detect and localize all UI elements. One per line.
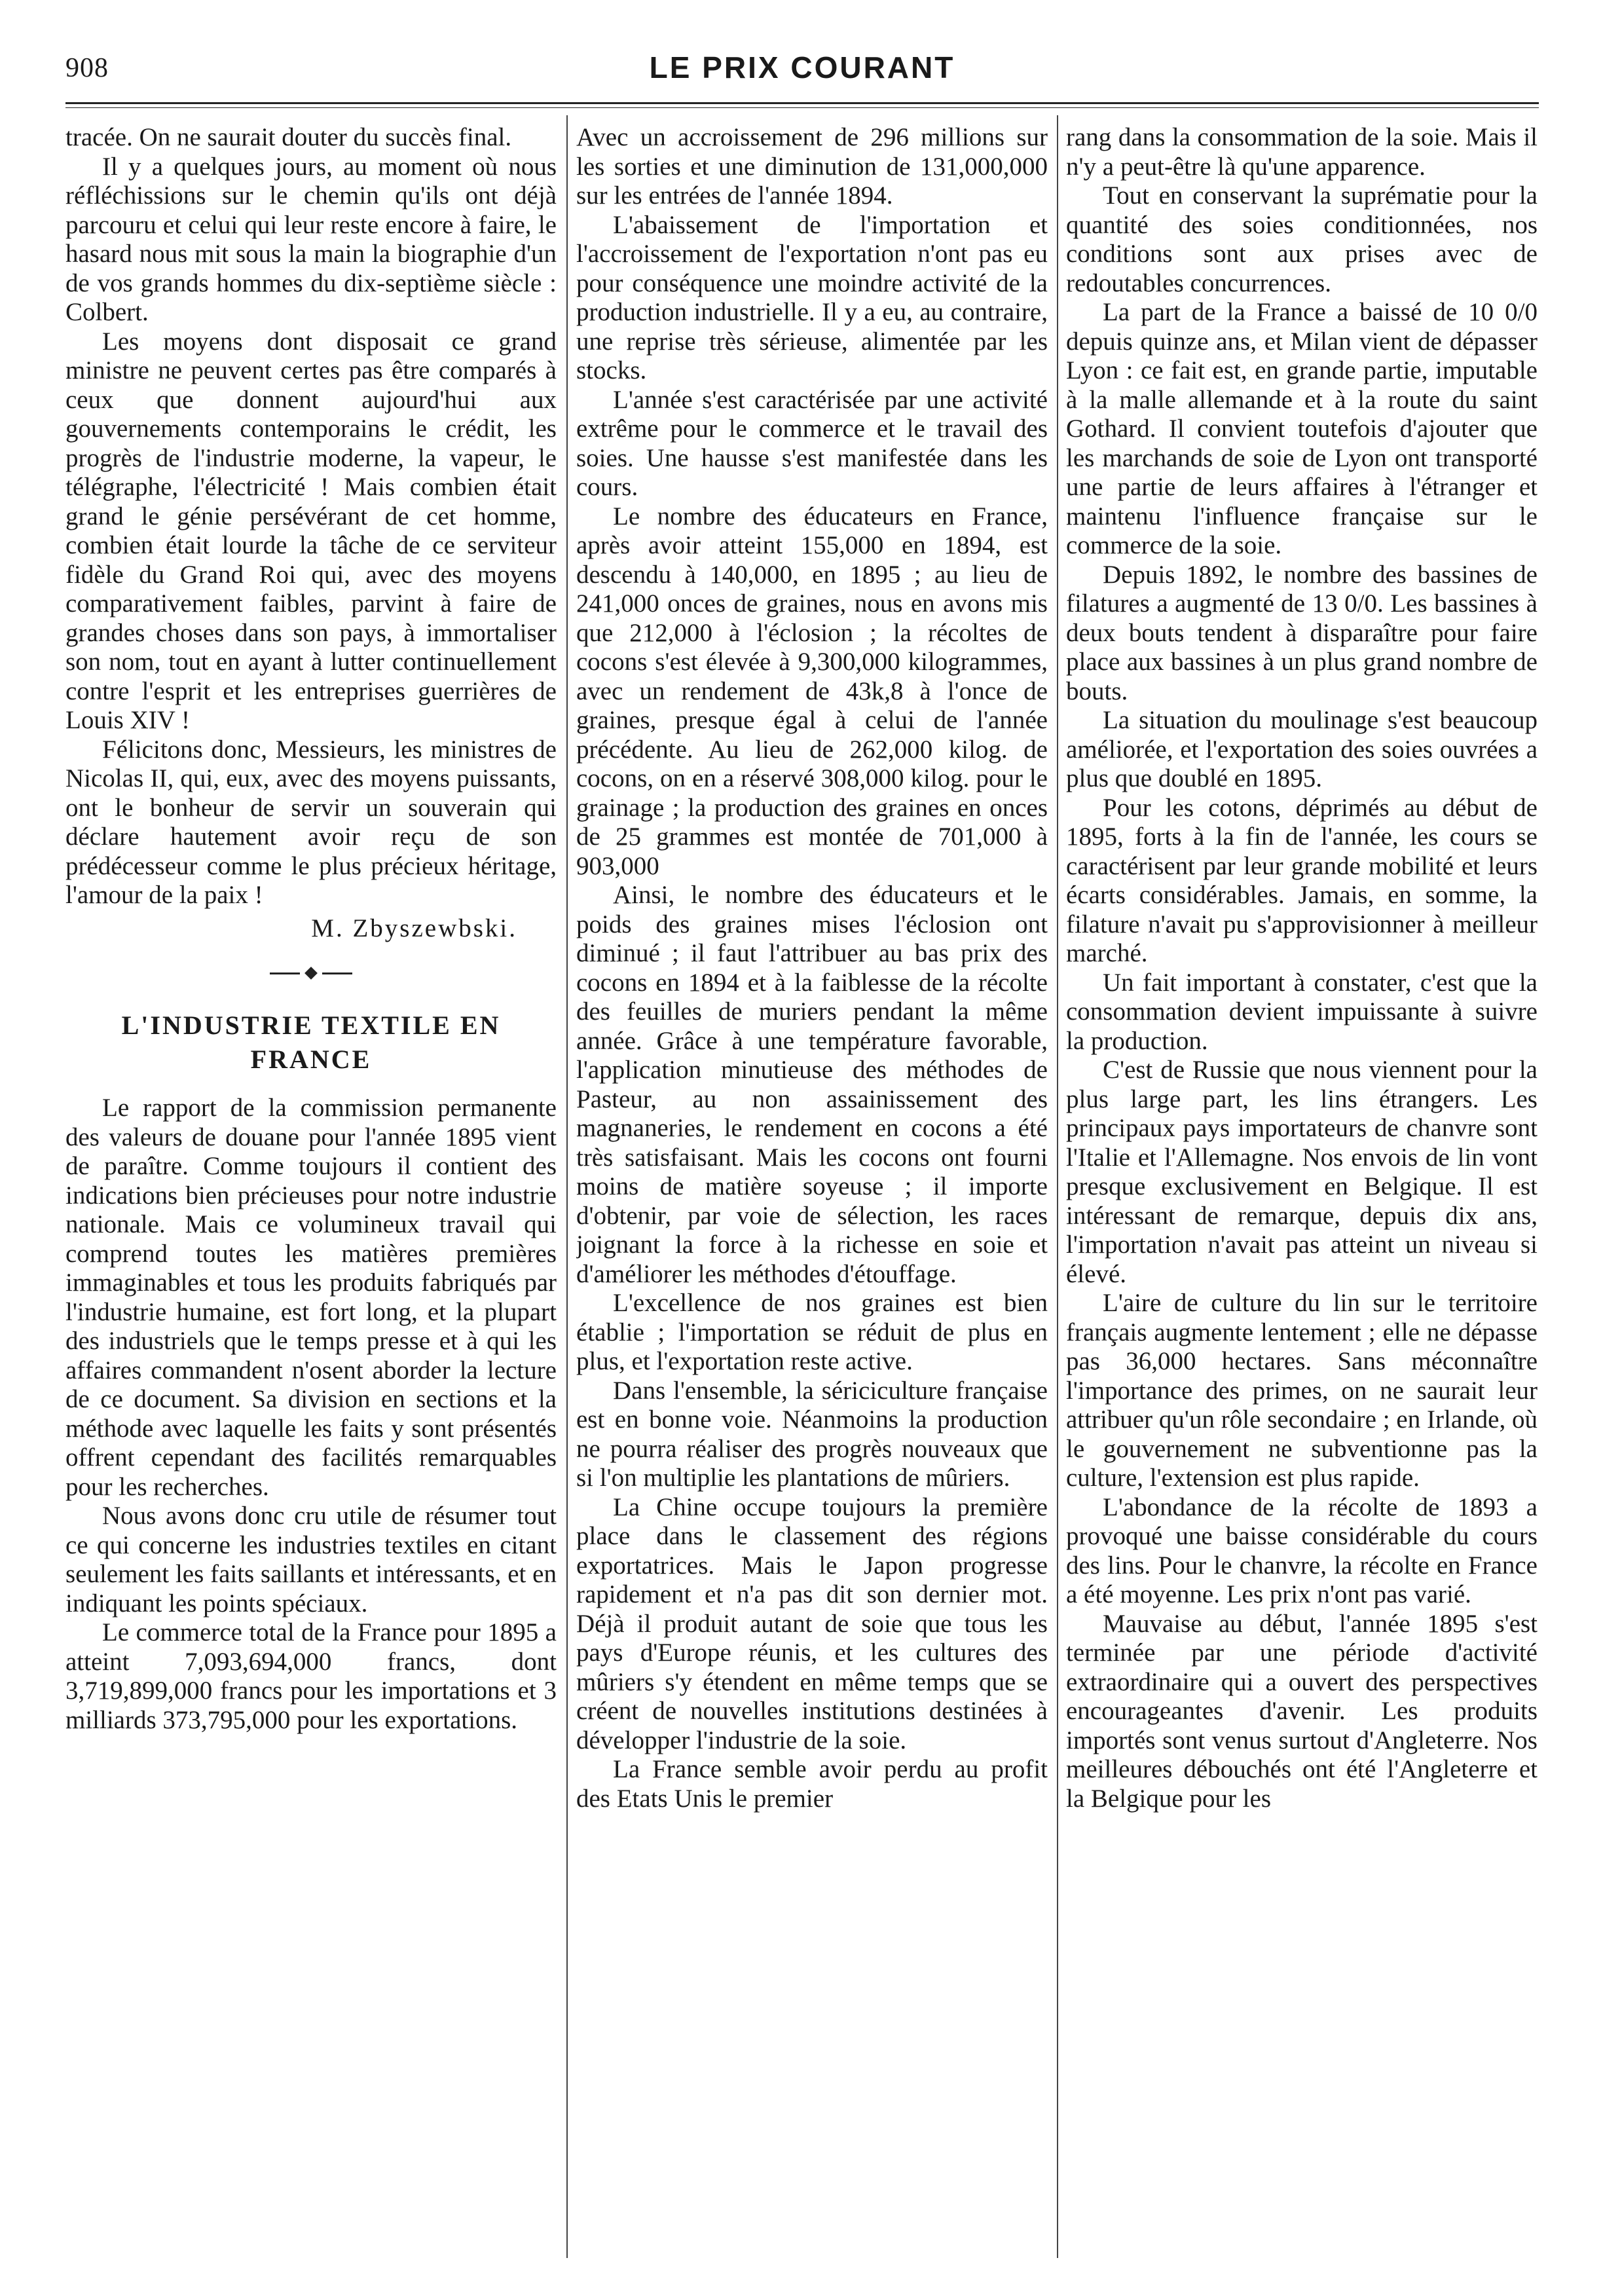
text-column-2 bbox=[576, 123, 1048, 2251]
text-column-3 bbox=[1066, 123, 1538, 2251]
paragraph: L'aire de culture du lin sur le territoire français augmente lentement ; elle ne dépasse pas 36,000 hectares. Sans méconnaître l'importance des primes, on ne saurait leur attribuer qu'un rôle secondaire ; en Irlande, où le gouvernement ne subventionne pas la culture, l'extension est plus rapide. bbox=[1066, 1289, 1538, 1492]
page-number: 908 bbox=[65, 53, 109, 83]
paragraph: Tout en conservant la suprématie pour la quantité des soies conditionnées, nos conditions sont aux prises avec de redoutables concurrences. bbox=[1066, 181, 1538, 297]
paragraph: Pour les cotons, déprimés au début de 1895, forts à la fin de l'année, les cours se caractérisent par leur grande mobilité et leurs écarts considérables. Jamais, en somme, la filature n'avait pu s'approvisionner à meilleur marché. bbox=[1066, 793, 1538, 967]
paragraph: L'abaissement de l'importation et l'accroissement de l'exportation n'ont pas eu pour conséquence une moindre activité de la production industrielle. Il y a eu, au contraire, une reprise très sérieuse, alimentée par les stocks. bbox=[576, 210, 1048, 384]
paragraph: L'excellence de nos graines est bien établie ; l'importation se réduit de plus en plus, et l'exportation reste active. bbox=[576, 1289, 1048, 1375]
column-divider bbox=[1057, 115, 1058, 2258]
paragraph: L'abondance de la récolte de 1893 a provoqué une baisse considérable du cours des lins. Pour le chanvre, la récolte en France a été moyenne. Les prix n'ont pas varié. bbox=[1066, 1492, 1538, 1608]
paragraph: Un fait important à constater, c'est que la consommation devient impuissante à suivre la production. bbox=[1066, 968, 1538, 1055]
text-column-1 bbox=[65, 123, 557, 2251]
paragraph: Dans l'ensemble, la sériciculture française est en bonne voie. Néanmoins la production ne pourra réaliser des progrès nouveaux que si l'on multiplie les plantations de mûriers. bbox=[576, 1376, 1048, 1492]
journal-title: LE PRIX COURANT bbox=[649, 50, 955, 84]
paragraph: tracée. On ne saurait douter du succès final. bbox=[65, 123, 512, 151]
paragraph: La France semble avoir perdu au profit des Etats Unis le premier bbox=[576, 1755, 1048, 1813]
paragraph: La part de la France a baissé de 10 0/0 depuis quinze ans, et Milan vient de dépasser Lyon : ce fait est, en grande partie, imputable à la malle allemande et à la route du saint Gothard. Il convient toutefois d'ajouter que les marchands de soie de Lyon ont transporté une partie de leurs affaires à l'étranger et maintenu l'influence française sur le commerce de la soie. bbox=[1066, 298, 1538, 559]
paragraph: Félicitons donc, Messieurs, les ministres de Nicolas II, qui, eux, avec des moyens puissants, ont le bonheur de servir un souverain qui déclare hautement avoir reçu de son prédécesseur comme le plus précieux héritage, l'amour de la paix ! bbox=[65, 735, 557, 909]
section-separator bbox=[65, 967, 557, 980]
separator-bar bbox=[322, 972, 352, 974]
paragraph: Mauvaise au début, l'année 1895 s'est terminée par une période d'activité extraordinaire qui a ouvert des perspectives encourageantes d'avenir. Les produits importés sont venus surtout d'Angleterre. Nos meilleures débouchés ont été l'Angleterre et la Belgique pour les bbox=[1066, 1609, 1538, 1813]
paragraph: Le commerce total de la France pour 1895 a atteint 7,093,694,000 francs, dont 3,719,899,000 francs pour les importations et 3 milliards 373,795,000 pour les exportations. bbox=[65, 1618, 557, 1734]
paragraph: Les moyens dont disposait ce grand ministre ne peuvent certes pas être comparés à ceux que donnent aujourd'hui aux gouvernements contemporains le crédit, les progrès de l'industrie moderne, la vapeur, le télégraphe, l'électricité ! Mais combien était grand le génie persévérant de cet homme, combien était lourde la tâche de ce serviteur fidèle du Grand Roi qui, avec des moyens comparativement faibles, parvint à faire de grandes choses dans son pays, à immortaliser son nom, tout en ayant à lutter continuellement contre l'esprit et les entreprises guerrières de Louis XIV ! bbox=[65, 327, 557, 734]
paragraph: La situation du moulinage s'est beaucoup améliorée, et l'exportation des soies ouvrées a plus que doublé en 1895. bbox=[1066, 706, 1538, 792]
paragraph: Le rapport de la commission permanente des valeurs de douane pour l'année 1895 vient de paraître. Comme toujours il contient des indications bien précieuses pour notre industrie nationale. Mais ce volumineux travail qui comprend toutes les matières premières immaginables et tous les produits fabriqués par l'industrie humaine, est fort long, et la plupart des industriels que le temps presse et à qui les affaires commandent n'osent aborder la lecture de ce document. Sa division en sections et la méthode avec laquelle les faits y sont présentés offrent cependant des facilités remarquables pour les recherches. bbox=[65, 1094, 557, 1501]
paragraph: C'est de Russie que nous viennent pour la plus large part, les lins étrangers. Les principaux pays importateurs de chanvre sont l'Italie et l'Allemagne. Nos envois de lin vont presque exclusivement en Belgique. Il est intéressant de remarque, depuis dix ans, l'importation n'avait pas atteint un niveau si élevé. bbox=[1066, 1056, 1538, 1288]
page-header bbox=[65, 50, 1539, 96]
column-divider bbox=[566, 115, 568, 2258]
paragraph: L'année s'est caractérisée par une activité extrême pour le commerce et le travail des soies. Une hausse s'est manifestée dans les cours. bbox=[576, 385, 1048, 501]
article-title bbox=[65, 1009, 557, 1077]
separator-diamond bbox=[304, 967, 318, 980]
article-title-line: L'INDUSTRIE TEXTILE EN bbox=[121, 1010, 501, 1040]
paragraph: Ainsi, le nombre des éducateurs et le poids des graines mises l'éclosion ont diminué ; il faut l'attribuer au bas prix des cocons en 1894 et à la faiblesse de la récolte des feuilles de muriers pendant la même année. Grâce à une température favorable, l'application minutieuse des méthodes de Pasteur, au non assainissement des magnaneries, le rendement en cocons a été très satisfaisant. Mais les cocons ont fourni moins de matière soyeuse ; il importe d'obtenir, par voie de sélection, les races joignant la force à la richesse en soie et d'améliorer les méthodes d'étouffage. bbox=[576, 881, 1048, 1288]
paragraph: Avec un accroissement de 296 millions sur les sorties et une diminution de 131,000,000 sur les entrées de l'année 1894. bbox=[576, 123, 1048, 210]
header-rule bbox=[65, 102, 1539, 108]
author-signature: M. Zbyszewbski. bbox=[311, 914, 517, 942]
separator-bar bbox=[270, 972, 300, 974]
paragraph: Depuis 1892, le nombre des bassines de filatures a augmenté de 13 0/0. Les bassines à deux bouts tendent à disparaître pour faire place aux bassines à un plus grand nombre de bouts. bbox=[1066, 560, 1538, 705]
paragraph: La Chine occupe toujours la première place dans le classement des régions exportatrices. Mais le Japon progresse rapidement et n'a pas dit son dernier mot. Déjà il produit autant de soie que tous les pays d'Europe réunis, et les cultures des mûriers s'y étendent en même temps que se créent de nouvelles institutions destinées à développer l'industrie de la soie. bbox=[576, 1492, 1048, 1754]
article-title-line: FRANCE bbox=[250, 1045, 372, 1074]
paragraph: Nous avons donc cru utile de résumer tout ce qui concerne les industries textiles en citant seulement les faits saillants et intéressants, et en indiquant les points spéciaux. bbox=[65, 1502, 557, 1618]
paragraph: Il y a quelques jours, au moment où nous réfléchissions sur le chemin qu'ils ont déjà parcouru et celui qui leur reste encore à faire, le hasard nous mit sous la main la biographie d'un de vos grands hommes du dix-septième siècle : Colbert. bbox=[65, 152, 557, 326]
paragraph: Le nombre des éducateurs en France, après avoir atteint 155,000 en 1894, est descendu à 140,000, en 1895 ; au lieu de 241,000 onces de graines, nous en avons mis que 212,000 à l'éclosion ; la récoltes de cocons s'est élevée à 9,300,000 kilogrammes, avec un rendement de 43k,8 à l'once de graines, presque égal à celui de l'année précédente. Au lieu de 262,000 kilog. de cocons, on en a réservé 308,000 kilog. pour le grainage ; la production des graines en onces de 25 grammes est montée de 701,000 à 903,000 bbox=[576, 502, 1048, 880]
paragraph: rang dans la consommation de la soie. Mais il n'y a peut-être là qu'une apparence. bbox=[1066, 123, 1538, 181]
